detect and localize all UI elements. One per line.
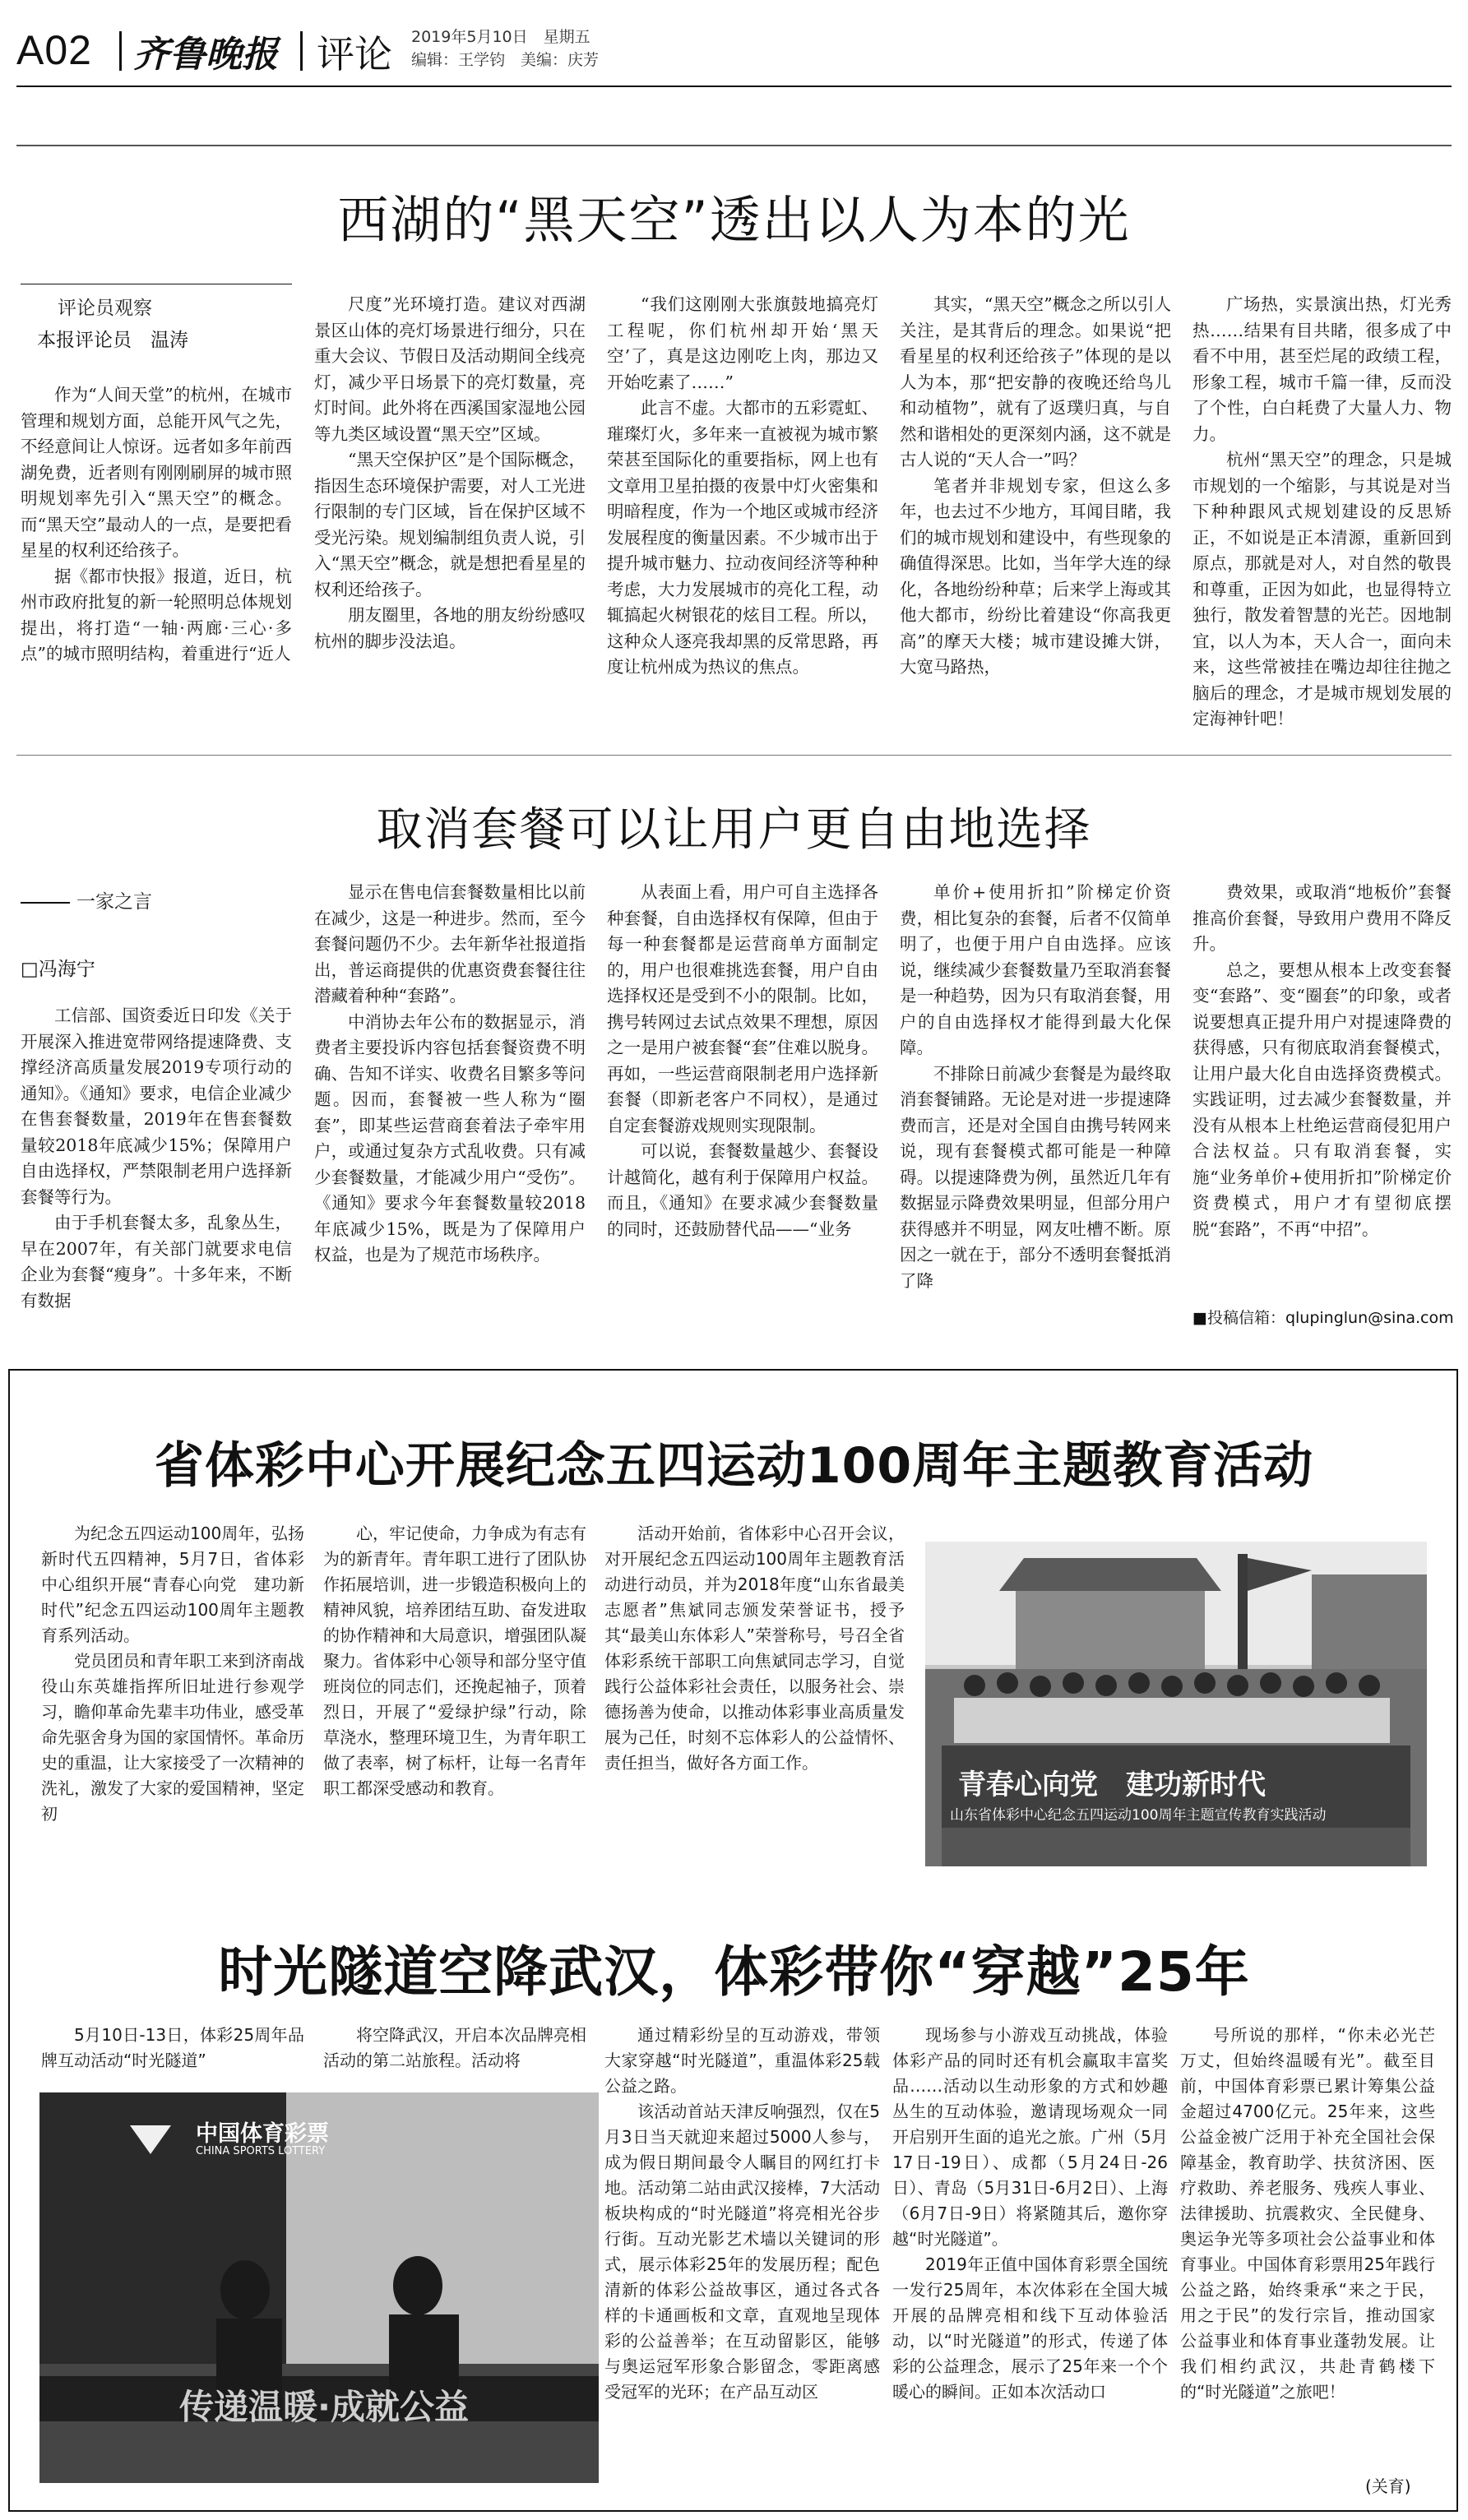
paragraph: 杭州“黑天空”的理念，只是城市规划的一个缩影，与其说是对当下种种跟风式规划建设的反思矫正，不如说是正本清源，重新回到原点，那就是对人，对自然的敬畏和尊重，正因为如此，也显得特立独行，散发着智慧的光芒。因地制宜，以人为本，天人合一，面向未来，这些常被挂在嘴边却往往抛之脑后的理念，才是城市规划发展的定海神针吧！ — [1192, 450, 1452, 728]
article3-column-2: 心，牢记使命，力争成为有志有为的新青年。青年职工进行了团队协作拓展培训，进一步锻造积极向上的精神风貌，培养团结互助、奋发进取的协作精神和大局意识，增强团队凝聚力。省体彩中心领导和部分坚守值班岗位的同志们，还挽起袖子，顶着烈日，开展了“爱绿护绿”行动，除草浇水，整理环境卫生，为青年职工做了表率，树了标杆，让每一名青年职工都深受感动和教育。 — [323, 1524, 586, 1798]
article1-column-5: 广场热，实景演出热，灯光秀热……结果有目共睹，很多成了中看不中用，甚至烂尾的政绩工程，形象工程，城市千篇一律，反而没了个性，白白耗费了大量人力、物力。 杭州“黑天空”的理念，只是城市规划的一个缩影，与其说是对当下种种跟风式规划建设的反思矫正，不如说是正本清源，重新回到原点，那就是对人，对自然的敬畏和尊重，正因为如此，也显得特立独行，散发着智慧的光芒。因地制宜，以人为本，天人合一，面向未来，这些常被挂在嘴边却往往抛之脑后的理念，才是城市规划发展的定海神针吧！ — [1192, 292, 1452, 740]
paragraph: 朋友圈里，各地的朋友纷纷感叹杭州的脚步没法追。 — [314, 605, 586, 651]
submission-label: ■投稿信箱： — [1192, 1309, 1285, 1327]
article4-column-2: 将空降武汉，开启本次品牌亮相活动的第二站旅程。活动将 — [323, 2025, 586, 2070]
article2-headline: 取消套餐可以让用户更自由地选择 — [376, 803, 1092, 857]
submission-line — [1192, 1306, 1454, 1328]
submission-email: qlupinglun@sina.com — [1285, 1309, 1454, 1327]
article1-column-4: 其实，“黑天空”概念之所以引人关注，是其背后的理念。如果说“把看星星的权利还给孩子”体现的是以人为本，那“把安静的夜晚还给鸟儿和动植物”，就有了返璞归真，与自然和谐相处的更深刻内涵，这不就是古人说的“天人合一”吗？ 笔者并非规划专家，但这么多年，也去过不少地方，耳闻目睹，我们的城市规划和建设中，有些现象的确值得深思。比如，当年学大连的绿化，各地纷纷种草；后来学上海或其他大都市，纷纷比着建设“你高我更高”的摩天大楼；城市建设摊大饼，大宽马路热， — [900, 292, 1171, 740]
paragraph: 党员团员和青年职工来到济南战役山东英雄指挥所旧址进行参观学习，瞻仰革命先辈丰功伟业，感受革命先驱舍身为国的家国情怀。革命历史的重温，让大家接受了一次精神的洗礼，激发了大家的爱国精神，坚定初 — [41, 1651, 304, 1824]
time-tunnel-photo — [39, 2092, 599, 2483]
article3-column-3: 活动开始前，省体彩中心召开会议，对开展纪念五四运动100周年主题教育活动进行动员，并为2018年度“山东省最美志愿者”焦斌同志颁发荣誉证书，授予其“最美山东体彩人”荣誉称号，号召全省体彩系统干部职工向焦斌同志学习，自觉践行公益体彩社会责任，以服务社会、崇德扬善为使命，以推动体彩事业高质量发展为己任，时刻不忘体彩人的公益情怀、责任担当，做好各方面工作。 — [604, 1524, 905, 1773]
photo-caption: 山东省体彩中心纪念五四运动100周年主题宣传教育实践活动 — [950, 1807, 1327, 1824]
article4-column-1: 5月10日-13日，体彩25周年品牌互动活动“时光隧道” — [41, 2025, 304, 2070]
paragraph: 2019年正值中国体育彩票全国统一发行25周年，本次体彩在全国大城开展的品牌亮相和线下互动体验活动，以“时光隧道”的形式，传递了体彩的公益理念，展示了25年来一个个暖心的瞬间。正如本次活动口 — [892, 2254, 1168, 2402]
paragraph: “黑天空保护区”是个国际概念，指因生态环境保护需要，对人工光进行限制的专门区域，旨在保护区域不受光污染。规划编制组负责人说，引入“黑天空”概念，就是想把看星星的权利还给孩子。 — [314, 450, 586, 599]
lottery-logo-en: CHINA SPORTS LOTTERY — [196, 2145, 326, 2157]
article2-column-2: 显示在售电信套餐数量相比以前在减少，这是一种进步。然而，至今套餐问题仍不少。去年新华社报道指出，普运商提供的优惠资费套餐往往潜藏着种种“套路”。 中消协去年公布的数据显示，消费者主要投诉内容包括套餐资费不明确、告知不详实、收费名目繁多等问题。因而，套餐被一些人称为“圈套”，即某些运营商套着法子牵牢用户，或通过复杂方式乱收费。只有减少套餐数量，才能减少用户“受伤”。《通知》要求今年套餐数量较2018年底减少15%，既是为了保障用户权益，也是为了规范市场秩序。 — [314, 880, 586, 1328]
column-label: 一家之言 — [21, 886, 152, 913]
article2-column-1: 工信部、国资委近日印发《关于开展深入推进宽带网络提速降费、支撑经济高质量发展2019专项行动的通知》。《通知》要求，电信企业减少在售套餐数量，2019年在售套餐数量较2018年底减少15%；保障用户自由选择权，严禁限制老用户选择新套餐等行为。 由于手机套餐太多，乱象丛生，早在2007年，有关部门就要求电信企业为套餐“瘦身”。十多年来，不断有数据 — [21, 1003, 292, 1324]
paragraph: 由于手机套餐太多，乱象丛生，早在2007年，有关部门就要求电信企业为套餐“瘦身”。十多年来，不断有数据 — [21, 1213, 292, 1311]
article4-headline: 时光隧道空降武汉，体彩带你“穿越”25年 — [218, 1940, 1250, 2004]
activity-group-photo — [925, 1542, 1427, 1866]
article2-column-5: 费效果，或取消“地板价”套餐推高价套餐，导致用户费用不降反升。 总之，要想从根本上改变套餐变“套路”、变“圈套”的印象，或者说要想真正提升用户对提速降费的获得感，只有彻底取消套餐模式，让用户最大化自由选择资费模式。实践证明，过去减少套餐数量，并没有从根本上杜绝运营商侵犯用户合法权益。只有取消套餐，实施“业务单价+使用折扣”阶梯定价资费模式，用户才有望彻底摆脱“套路”，不再“中招”。 — [1192, 880, 1452, 1287]
section-rule — [16, 145, 1452, 146]
paragraph: 可以说，套餐数量越少、套餐设计越简化，越有利于保障用户权益。而且，《通知》在要求减少套餐数量的同时，还鼓励替代品——“业务 — [607, 1141, 878, 1239]
article4-column-5: 号所说的那样，“你未必光芒万丈，但始终温暖有光”。截至目前，中国体育彩票已累计筹集公益金超过4700亿元。25年来，这些公益金被广泛用于补充全国社会保障基金，教育助学、扶贫济困、医疗救助、养老服务、残疾人事业、法律援助、抗震救灾、全民健身、奥运争光等多项社会公益事业和体育事业。中国体育彩票用25年践行公益之路，始终秉承“来之于民，用之于民”的发行宗旨，推动国家公益事业和体育事业蓬勃发展。让我们相约武汉，共赴青鹤楼下的“时光隧道”之旅吧！ — [1180, 2025, 1435, 2402]
article2-column-4: 单价+使用折扣”阶梯定价资费，相比复杂的套餐，后者不仅简单明了，也便于用户自由选择。应该说，继续减少套餐数量乃至取消套餐是一种趋势，因为只有取消套餐，用户的自由选择权才能得到最大化保障。 不排除日前减少套餐是为最终取消套餐铺路。无论是对进一步提速降费而言，还是对全国自由携号转网来说，现有套餐模式都可能是一种障碍。以提速降费为例，虽然近几年有数据显示降费效果明显，但部分用户获得感并不明显，网友吐槽不断。原因之一就在于，部分不透明套餐抵消了降 — [900, 880, 1171, 1328]
section-name: 评论 — [317, 32, 392, 76]
article1-headline: 西湖的“黑天空”透出以人为本的光 — [337, 190, 1131, 250]
masthead-divider — [119, 31, 122, 71]
article4-column-3: 通过精彩纷呈的互动游戏，带领大家穿越“时光隧道”，重温体彩25载公益之路。 该活动首站天津反响强烈，仅在5月3日当天就迎来超过5000人参与，成为假日期间最令人瞩目的网红打卡地。活动第二站由武汉接棒，7大活动板块构成的“时光隧道”将亮相光谷步行街。互动光影艺术墙以关键词的形式，展示体彩25年的发展历程；配色清新的体彩公益故事区，通过各式各样的卡通画板和文章，直观地呈现体彩的公益善举；在互动留影区，能够与奥运冠军形象合影留念，零距离感受冠军的光环；在产品互动区 — [604, 2023, 880, 2487]
byline: □冯海宁 — [21, 959, 95, 980]
issue-date: 2019年5月10日 星期五 — [411, 28, 590, 46]
article1-column-1: 作为“人间天堂”的杭州，在城市管理和规划方面，总能开风气之先，不经意间让人惊讶。远者如多年前西湖免费，近者则有刚刚刷屏的城市照明规划率先引入“黑天空”的概念。而“黑天空”最动人的一点，是要把看星星的权利还给孩子。 据《都市快报》报道，近日，杭州市政府批复的新一轮照明总体规划提出，将打造“一轴·两廊·三心·多点”的城市照明结构，着重进行“近人 — [21, 382, 292, 736]
article3-column-1: 为纪念五四运动100周年，弘扬新时代五四精神，5月7日，省体彩中心组织开展“青春心向党 建功新时代”纪念五四运动100周年主题教育系列活动。 党员团员和青年职工来到济南战役山东英雄指挥所旧址进行参观学习，瞻仰革命先辈丰功伟业，感受革命先驱舍身为国的家国情怀。革命历史的重温，让大家接受了一次精神的洗礼，激发了大家的爱国精神，坚定初 — [41, 1521, 304, 1891]
lottery-logo: 中国体育彩票 — [196, 2121, 329, 2147]
paragraph: 此言不虚。大都市的五彩霓虹、璀璨灯火，多年来一直被视为城市繁荣甚至国际化的重要指标，网上也有文章用卫星拍摄的夜景中灯火密集和明暗程度，作为一个地区或城市经济发展程度的衡量因素。不少城市出于提升城市魅力、拉动夜间经济等种种考虑，大力发展城市的亮化工程，动辄搞起火树银花的炫目工程。所以，这种众人逐亮我却黑的反常思路，再度让杭州成为热议的焦点。 — [607, 398, 878, 677]
paper-name-logo: 齐鲁晚报 — [133, 34, 278, 76]
article3-headline: 省体彩中心开展纪念五四运动100周年主题教育活动 — [154, 1437, 1314, 1495]
paragraph: 不排除日前减少套餐是为最终取消套餐铺路。无论是对进一步提速降费而言，还是对全国自由携号转网来说，现有套餐模式都可能是一种障碍。以提速降费为例，虽然近几年有数据显示降费效果明显，但部分用户获得感并不明显，网友吐槽不断。原因之一就在于，部分不透明套餐抵消了降 — [900, 1063, 1171, 1291]
byline: 本报评论员 温涛 — [37, 330, 188, 351]
column-label-rule — [21, 902, 70, 904]
page-number: A02 — [16, 27, 92, 73]
masthead — [16, 20, 1452, 79]
masthead-rule — [16, 86, 1452, 87]
paragraph: 该活动首站天津反响强烈，仅在5月3日当天就迎来超过5000人参与，成为假日期间最令人瞩目的网红打卡地。活动第二站由武汉接棒，7大活动板块构成的“时光隧道”将亮相光谷步行街。互动光影艺术墙以关键词的形式，展示体彩25年的发展历程；配色清新的体彩公益故事区，通过各式各样的卡通画板和文章，直观地呈现体彩的公益善举；在互动留影区，能够与奥运冠军形象合影留念，零距离感受冠军的光环；在产品互动区 — [604, 2102, 880, 2402]
masthead-divider — [300, 31, 303, 71]
paragraph: 笔者并非规划专家，但这么多年，也去过不少地方，耳闻目睹，我们的城市规划和建设中，有些现象的确值得深思。比如，当年学大连的绿化，各地纷纷种草；后来学上海或其他大都市，纷纷比着建设“你高我更高”的摩天大楼；城市建设摊大饼，大宽马路热， — [900, 475, 1171, 677]
article1-column-3: “我们这刚刚大张旗鼓地搞亮灯工程呢，你们杭州却开始‘黑天空’了，真是这边刚吃上肉，那边又开始吃素了……” 此言不虚。大都市的五彩霓虹、璀璨灯火，多年来一直被视为城市繁荣甚至国际化的重要指标，网上也有文章用卫星拍摄的夜景中灯火密集和明暗程度，作为一个地区或城市经济发展程度的衡量因素。不少城市出于提升城市魅力、拉动夜间经济等种种考虑，大力发展城市的亮化工程，动辄搞起火树银花的炫目工程。所以，这种众人逐亮我却黑的反常思路，再度让杭州成为热议的焦点。 — [607, 292, 878, 740]
author-signature: (关育) — [1365, 2476, 1411, 2496]
article2-column-3: 从表面上看，用户可自主选择各种套餐，自由选择权有保障，但由于每一种套餐都是运营商单方面制定的，用户也很难挑选套餐，用户自由选择权还是受到不小的限制。比如，携号转网过去试点效果不理想，原因之一是用户被套餐“套”住难以脱身。再如，一些运营商限制老用户选择新套餐（即新老客户不同权），是通过自定套餐游戏规则实现限制。 可以说，套餐数量越少、套餐设计越简化，越有利于保障用户权益。而且，《通知》在要求减少套餐数量的同时，还鼓励替代品——“业务 — [607, 880, 878, 1328]
article-divider — [16, 755, 1452, 756]
editors-line: 编辑：王学钧 美编：庆芳 — [411, 51, 600, 69]
photo-banner: 青春心向党 建功新时代 — [958, 1769, 1266, 1801]
paragraph: 总之，要想从根本上改变套餐变“套路”、变“圈套”的印象，或者说要想真正提升用户对提速降费的获得感，只有彻底取消套餐模式，让用户最大化自由选择资费模式。实践证明，过去减少套餐数量，并没有从根本上杜绝运营商侵犯用户合法权益。只有取消套餐，实施“业务单价+使用折扣”阶梯定价资费模式，用户才有望彻底摆脱“套路”，不再“中招”。 — [1192, 959, 1452, 1239]
article1-column-2: 尺度”光环境打造。建议对西湖景区山体的亮灯场景进行细分，只在重大会议、节假日及活动期间全线亮灯，减少平日场景下的亮灯数量，亮灯时间。此外将在西溪国家湿地公园等九类区域设置“黑天空”区域。 “黑天空保护区”是个国际概念，指因生态环境保护需要，对人工光进行限制的专门区域，旨在保护区域不受光污染。规划编制组负责人说，引入“黑天空”概念，就是想把看星星的权利还给孩子。 朋友圈里，各地的朋友纷纷感叹杭州的脚步没法追。 — [314, 292, 586, 740]
paragraph: 据《都市快报》报道，近日，杭州市政府批复的新一轮照明总体规划提出，将打造“一轴·两廊·三心·多点”的城市照明结构，着重进行“近人 — [21, 566, 292, 664]
article4-column-4: 现场参与小游戏互动挑战，体验体彩产品的同时还有机会赢取丰富奖品……活动以生动形象的方式和妙趣丛生的互动体验，邀请现场观众一同开启别开生面的追光之旅。广州（5月17日-19日）、成都（5月24日-26日）、青岛（5月31日-6月2日）、上海（6月7日-9日）将紧随其后，邀你穿越“时光隧道”。 2019年正值中国体育彩票全国统一发行25周年，本次体彩在全国大城开展的品牌亮相和线下互动体验活动，以“时光隧道”的形式，传递了体彩的公益理念，展示了25年来一个个暖心的瞬间。正如本次活动口 — [892, 2023, 1168, 2491]
column-label: 评论员观察 — [58, 298, 152, 319]
paragraph: 中消协去年公布的数据显示，消费者主要投诉内容包括套餐资费不明确、告知不详实、收费名目繁多等问题。因而，套餐被一些人称为“圈套”，即某些运营商套着法子牵牢用户，或通过复杂方式乱收费。只有减少套餐数量，才能减少用户“受伤”。《通知》要求今年套餐数量较2018年底减少15%，既是为了保障用户权益，也是为了规范市场秩序。 — [314, 1011, 586, 1265]
photo-banner: 传递温暖·成就公益 — [179, 2387, 469, 2427]
